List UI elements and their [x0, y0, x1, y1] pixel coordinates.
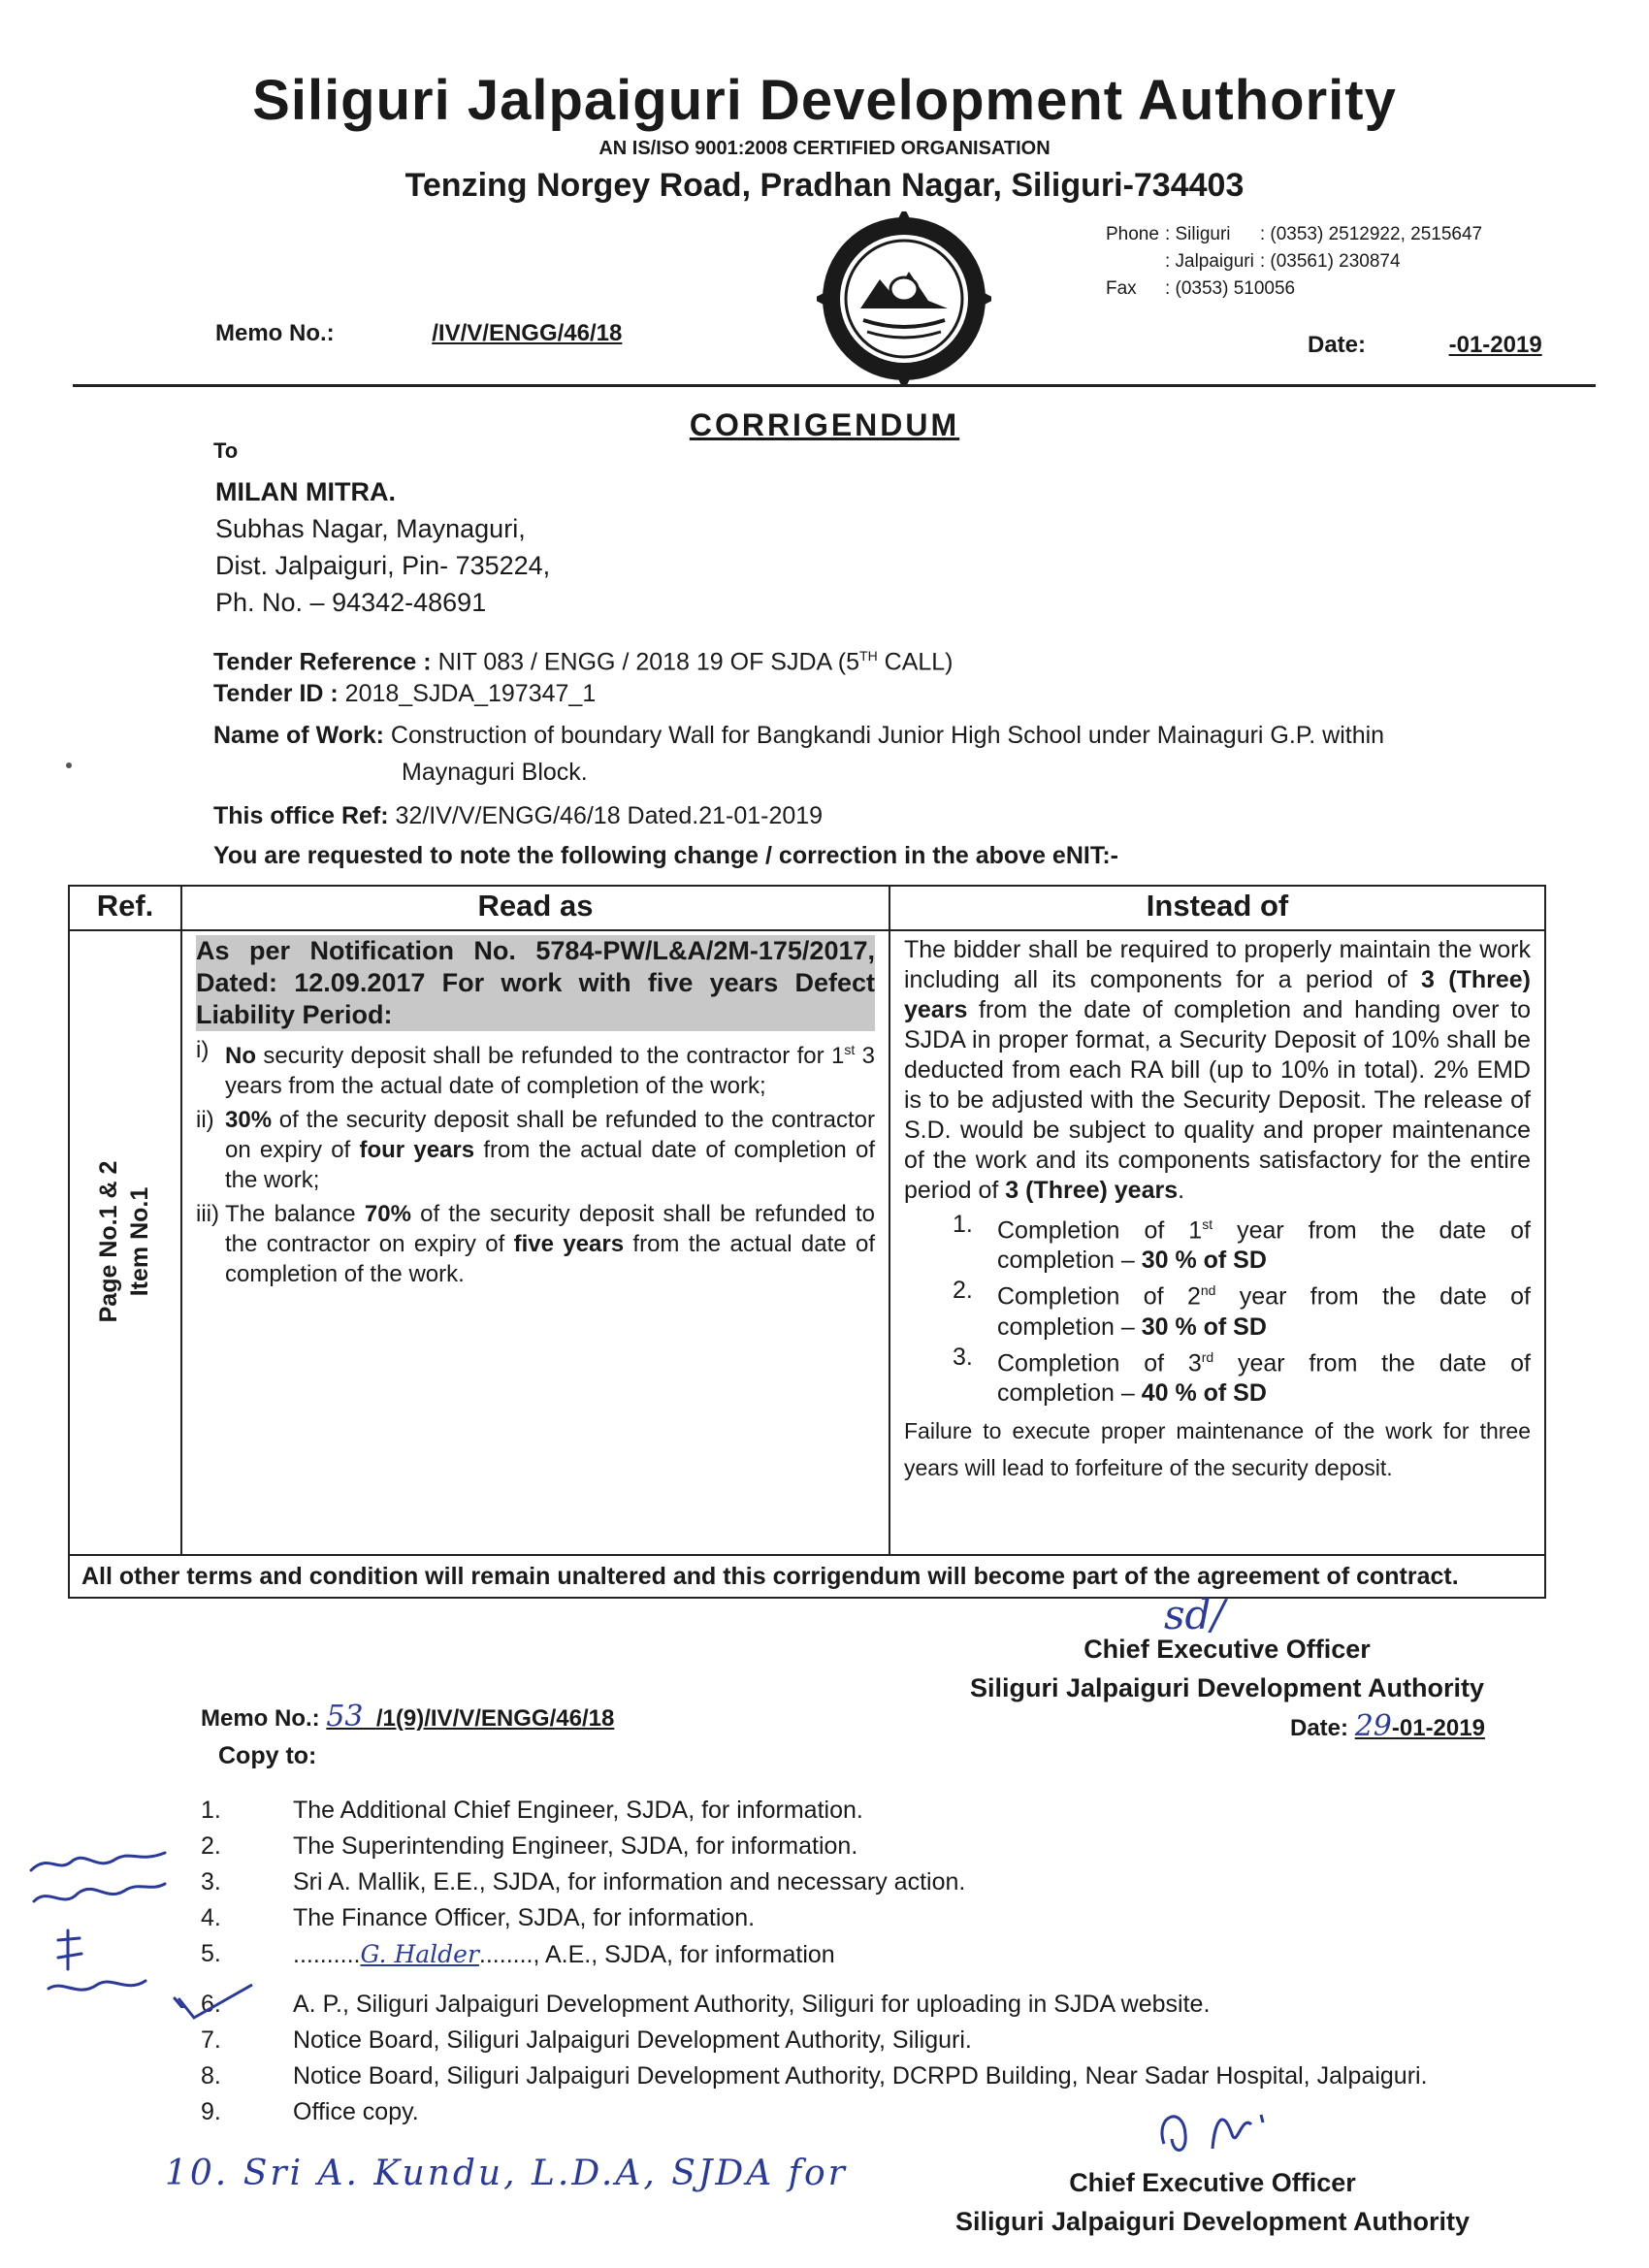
- ref-text: [93, 1161, 155, 1323]
- read-item-text: 3 years from the actual date of completion of the work;: [225, 1043, 875, 1099]
- list-item-num: 2.: [953, 1277, 973, 1305]
- read-item-num: iii): [196, 1201, 219, 1227]
- office-ref-value: 32/IV/V/ENGG/46/18 Dated.21-01-2019: [395, 802, 824, 829]
- siliguri-phone: : (0353) 2512922, 2515647: [1259, 224, 1483, 244]
- list-item-num: 5.: [201, 1940, 221, 1967]
- date2-value: -01-2019: [1391, 1715, 1485, 1741]
- instead-text: .: [1178, 1177, 1185, 1204]
- check-mark-icon: [175, 1979, 262, 2037]
- list-item-sup: rd: [1201, 1348, 1214, 1365]
- list-item-num: 6.: [201, 1991, 221, 2018]
- table-footer-row: [69, 1555, 1545, 1598]
- list-item-text: Office copy.: [293, 2098, 419, 2125]
- ref-line2: Item No.1: [126, 1186, 153, 1297]
- notification-intro: As per Notification No. 5784-PW/L&A/2M-175/2017, Dated: 12.09.2017 For work with five years Defect Liability Period:: [196, 936, 875, 1029]
- handwritten-margin-note-icon: [19, 1833, 184, 2008]
- work-value-2: Maynaguri Block.: [402, 759, 588, 786]
- list-item: [201, 1864, 1428, 1900]
- instead-bold: 3 (Three) years: [1005, 1177, 1179, 1204]
- instead-bold: 3 (Three) years: [904, 966, 1531, 1023]
- list-item-text: Completion of 1: [997, 1216, 1203, 1245]
- ref-cell: [69, 930, 181, 1555]
- instead-list: [953, 1210, 1531, 1409]
- list-item: [201, 2023, 1428, 2058]
- list-item-text: Notice Board, Siliguri Jalpaiguri Development Authority, Siliguri.: [293, 2026, 972, 2054]
- list-item-num: 1.: [953, 1211, 973, 1238]
- document-title: CORRIGENDUM: [689, 407, 960, 442]
- recipient-phone: Ph. No. – 94342-48691: [215, 588, 487, 617]
- forfeiture-note: Failure to execute proper maintenance of the work for three years will lead to forfeiture of the security deposit.: [904, 1417, 1531, 1480]
- recipient-line2: Dist. Jalpaiguri, Pin- 735224,: [215, 551, 551, 580]
- read-item-bold: 30%: [225, 1107, 273, 1133]
- read-item-bold: five years: [513, 1231, 625, 1257]
- tender-ref-label: Tender Reference :: [213, 648, 432, 676]
- tender-id-value: 2018_SJDA_197347_1: [344, 680, 597, 707]
- list-item: [201, 2058, 1428, 2094]
- list-item-text: The Finance Officer, SJDA, for information.: [293, 1904, 756, 1931]
- col-instead-header: Instead of: [889, 886, 1545, 930]
- list-item-num: 7.: [201, 2026, 221, 2054]
- instead-of-cell: [889, 930, 1545, 1555]
- memo2-number: 53: [326, 1700, 364, 1733]
- list-item-text: Notice Board, Siliguri Jalpaiguri Development Authority, DCRPD Building, Near Sadar Hospital, Jalpaiguri.: [293, 2062, 1428, 2090]
- list-item-bold: 30 % of SD: [1141, 1312, 1267, 1341]
- col-ref-header: Ref.: [69, 886, 181, 930]
- phone-label: Phone: [1106, 224, 1159, 244]
- read-item-text: of the security deposit shall be refunded to the contractor on expiry of: [225, 1201, 875, 1257]
- fax-label: Fax: [1106, 278, 1137, 299]
- read-item-sup: st: [844, 1042, 856, 1057]
- read-item-text: The balance: [225, 1201, 365, 1227]
- org-address: Tenzing Norgey Road, Pradhan Nagar, Siliguri-734403: [404, 167, 1245, 204]
- read-item-1: [196, 1035, 875, 1101]
- fax-value: : (0353) 510056: [1164, 278, 1296, 299]
- list-item-sup: nd: [1200, 1282, 1216, 1299]
- read-item-num: ii): [196, 1107, 214, 1133]
- instead-paragraph: [904, 935, 1531, 1206]
- copy-to-label: Copy to:: [218, 1742, 317, 1769]
- list-item-num: 3.: [201, 1868, 221, 1895]
- list-item: [201, 1793, 1428, 1829]
- col-read-header: Read as: [181, 886, 889, 930]
- sjda-seal-icon: [817, 211, 991, 386]
- date-label: Date:: [1308, 332, 1367, 358]
- signatory-org: Siliguri Jalpaiguri Development Authority: [969, 1673, 1485, 1702]
- table-row: [69, 930, 1545, 1555]
- handwritten-item-10: 10. Sri A. Kundu, L.D.A, SJDA for: [165, 2154, 848, 2193]
- memo-date-2: [1290, 1709, 1485, 1743]
- instead-text: from the date of completion and handing over to SJDA in proper format, a Security Deposit of 10% shall be deducted from each RA bill (up to 10% in total). 2% EMD is to be adjusted with the Security Deposit. The release of S.D. would be subject to quality and proper maintenance of the work and its components satisfactory for the entire period of: [904, 996, 1531, 1204]
- list-item-text: The Superintending Engineer, SJDA, for information.: [293, 1832, 858, 1860]
- read-item-num: i): [196, 1037, 210, 1063]
- memo-number: [215, 320, 622, 347]
- read-item-bold: No: [225, 1043, 256, 1069]
- memo-label: Memo No.:: [215, 320, 335, 346]
- instead-text: The bidder shall be required to properly maintain the work including all its components for a period of: [904, 936, 1531, 993]
- recipient-name: MILAN MITRA.: [215, 477, 396, 506]
- list-item-dots: ..........: [293, 1941, 361, 1968]
- memo-date: [1308, 332, 1542, 359]
- date-value: -01-2019: [1448, 332, 1542, 358]
- tender-id: [213, 676, 596, 711]
- list-item: [953, 1210, 1531, 1276]
- list-item-num: 2.: [201, 1832, 221, 1860]
- org-title: Siliguri Jalpaiguri Development Authority: [252, 69, 1397, 132]
- read-item-2: [196, 1105, 875, 1195]
- certification-line: AN IS/ISO 9001:2008 CERTIFIED ORGANISATION: [598, 138, 1051, 159]
- list-item: [953, 1276, 1531, 1342]
- table-footer-text: All other terms and condition will remain unaltered and this corrigendum will become part of the agreement of contract.: [69, 1555, 1545, 1598]
- tender-reference: [213, 638, 954, 679]
- list-item-num: 9.: [201, 2098, 221, 2125]
- date2-day: 29: [1354, 1709, 1392, 1743]
- ref-line1: Page No.1 & 2: [95, 1160, 122, 1323]
- signature-block-2: [922, 2163, 1504, 2241]
- read-item-text: security deposit shall be refunded to the contractor for 1: [256, 1043, 845, 1069]
- list-item-text: year from the date of completion –: [997, 1348, 1531, 1407]
- list-item-text: Completion of 2: [997, 1282, 1201, 1311]
- jalpaiguri-label: : Jalpaiguri: [1164, 251, 1254, 272]
- tender-ref-value: NIT 083 / ENGG / 2018 19 OF SJDA (5: [437, 648, 860, 676]
- memo-value: /IV/V/ENGG/46/18: [432, 320, 623, 346]
- read-item-text: of the security deposit shall be refunded to the contractor on expiry of: [225, 1107, 875, 1163]
- list-item-text: year from the date of completion –: [997, 1216, 1531, 1275]
- scan-speck: [66, 762, 72, 768]
- date2-label: Date:: [1290, 1715, 1349, 1741]
- read-item-text: from the actual date of completion of the work;: [225, 1137, 875, 1193]
- read-item-bold: four years: [359, 1137, 475, 1163]
- read-item-3: [196, 1199, 875, 1289]
- read-item-bold: 70%: [364, 1201, 411, 1227]
- list-item-text: A. P., Siliguri Jalpaiguri Development Authority, Siliguri for uploading in SJDA website.: [293, 1991, 1211, 2018]
- list-item: [201, 1829, 1428, 1864]
- list-item: [201, 1987, 1428, 2023]
- signatory-designation: Chief Executive Officer: [1083, 1635, 1371, 1664]
- corrigendum-table: [68, 885, 1546, 1599]
- contact-block: [1106, 221, 1488, 303]
- table-header-row: [69, 886, 1545, 930]
- office-ref-label: This office Ref:: [213, 802, 389, 829]
- recipient-line1: Subhas Nagar, Maynaguri,: [215, 514, 526, 543]
- list-item-text: Sri A. Mallik, E.E., SJDA, for information and necessary action.: [293, 1868, 966, 1895]
- list-item-text: year from the date of completion –: [997, 1282, 1531, 1341]
- list-item: [953, 1343, 1531, 1409]
- memo2-value: /1(9)/IV/V/ENGG/46/18: [375, 1705, 615, 1732]
- siliguri-label: : Siliguri: [1164, 224, 1231, 244]
- header-divider: [73, 384, 1596, 387]
- tender-id-label: Tender ID :: [213, 680, 339, 707]
- handwritten-name: G. Halder: [360, 1940, 479, 1968]
- read-as-cell: [181, 930, 889, 1555]
- recipient-address: [215, 473, 550, 621]
- work-value-1: Construction of boundary Wall for Bangkandi Junior High School under Mainaguri G.P. within: [390, 722, 1385, 749]
- office-reference: [213, 798, 823, 833]
- memo2-label: Memo No.:: [201, 1705, 320, 1732]
- list-item-bold: 30 % of SD: [1141, 1247, 1267, 1275]
- list-item-num: 4.: [201, 1904, 221, 1931]
- copy-list: [201, 1793, 1428, 2130]
- request-line: You are requested to note the following change / correction in the above eNIT:-: [213, 842, 1118, 869]
- list-item-text: , A.E., SJDA, for information: [533, 1941, 835, 1968]
- list-item-text: The Additional Chief Engineer, SJDA, for information.: [293, 1797, 863, 1824]
- signature-block-1: [955, 1630, 1499, 1707]
- jalpaiguri-phone: : (03561) 230874: [1259, 251, 1401, 272]
- list-item: [201, 1900, 1428, 1936]
- list-item-num: 8.: [201, 2062, 221, 2090]
- to-label: To: [213, 438, 239, 463]
- memo-number-2: [201, 1700, 614, 1733]
- list-item-sup: st: [1202, 1216, 1213, 1232]
- handwritten-signature-icon: [1145, 2095, 1300, 2163]
- tender-ref-tail: CALL): [877, 648, 954, 676]
- list-item-num: 1.: [201, 1797, 221, 1824]
- tender-ref-sup: TH: [859, 648, 878, 664]
- read-item-text: from the actual date of completion of the work.: [225, 1231, 875, 1287]
- list-item: [201, 1936, 1428, 1973]
- work-label: Name of Work:: [213, 722, 384, 749]
- list-item-dots: ........: [478, 1941, 534, 1968]
- list-item-text: Completion of 3: [997, 1348, 1202, 1377]
- name-of-work: [213, 718, 1384, 753]
- sd-signature-mark: sd/: [1164, 1591, 1225, 1638]
- list-item-bold: 40 % of SD: [1141, 1378, 1267, 1407]
- signatory-designation: Chief Executive Officer: [1069, 2168, 1356, 2197]
- signatory-org: Siliguri Jalpaiguri Development Authority: [954, 2207, 1471, 2236]
- list-item-num: 3.: [953, 1343, 973, 1371]
